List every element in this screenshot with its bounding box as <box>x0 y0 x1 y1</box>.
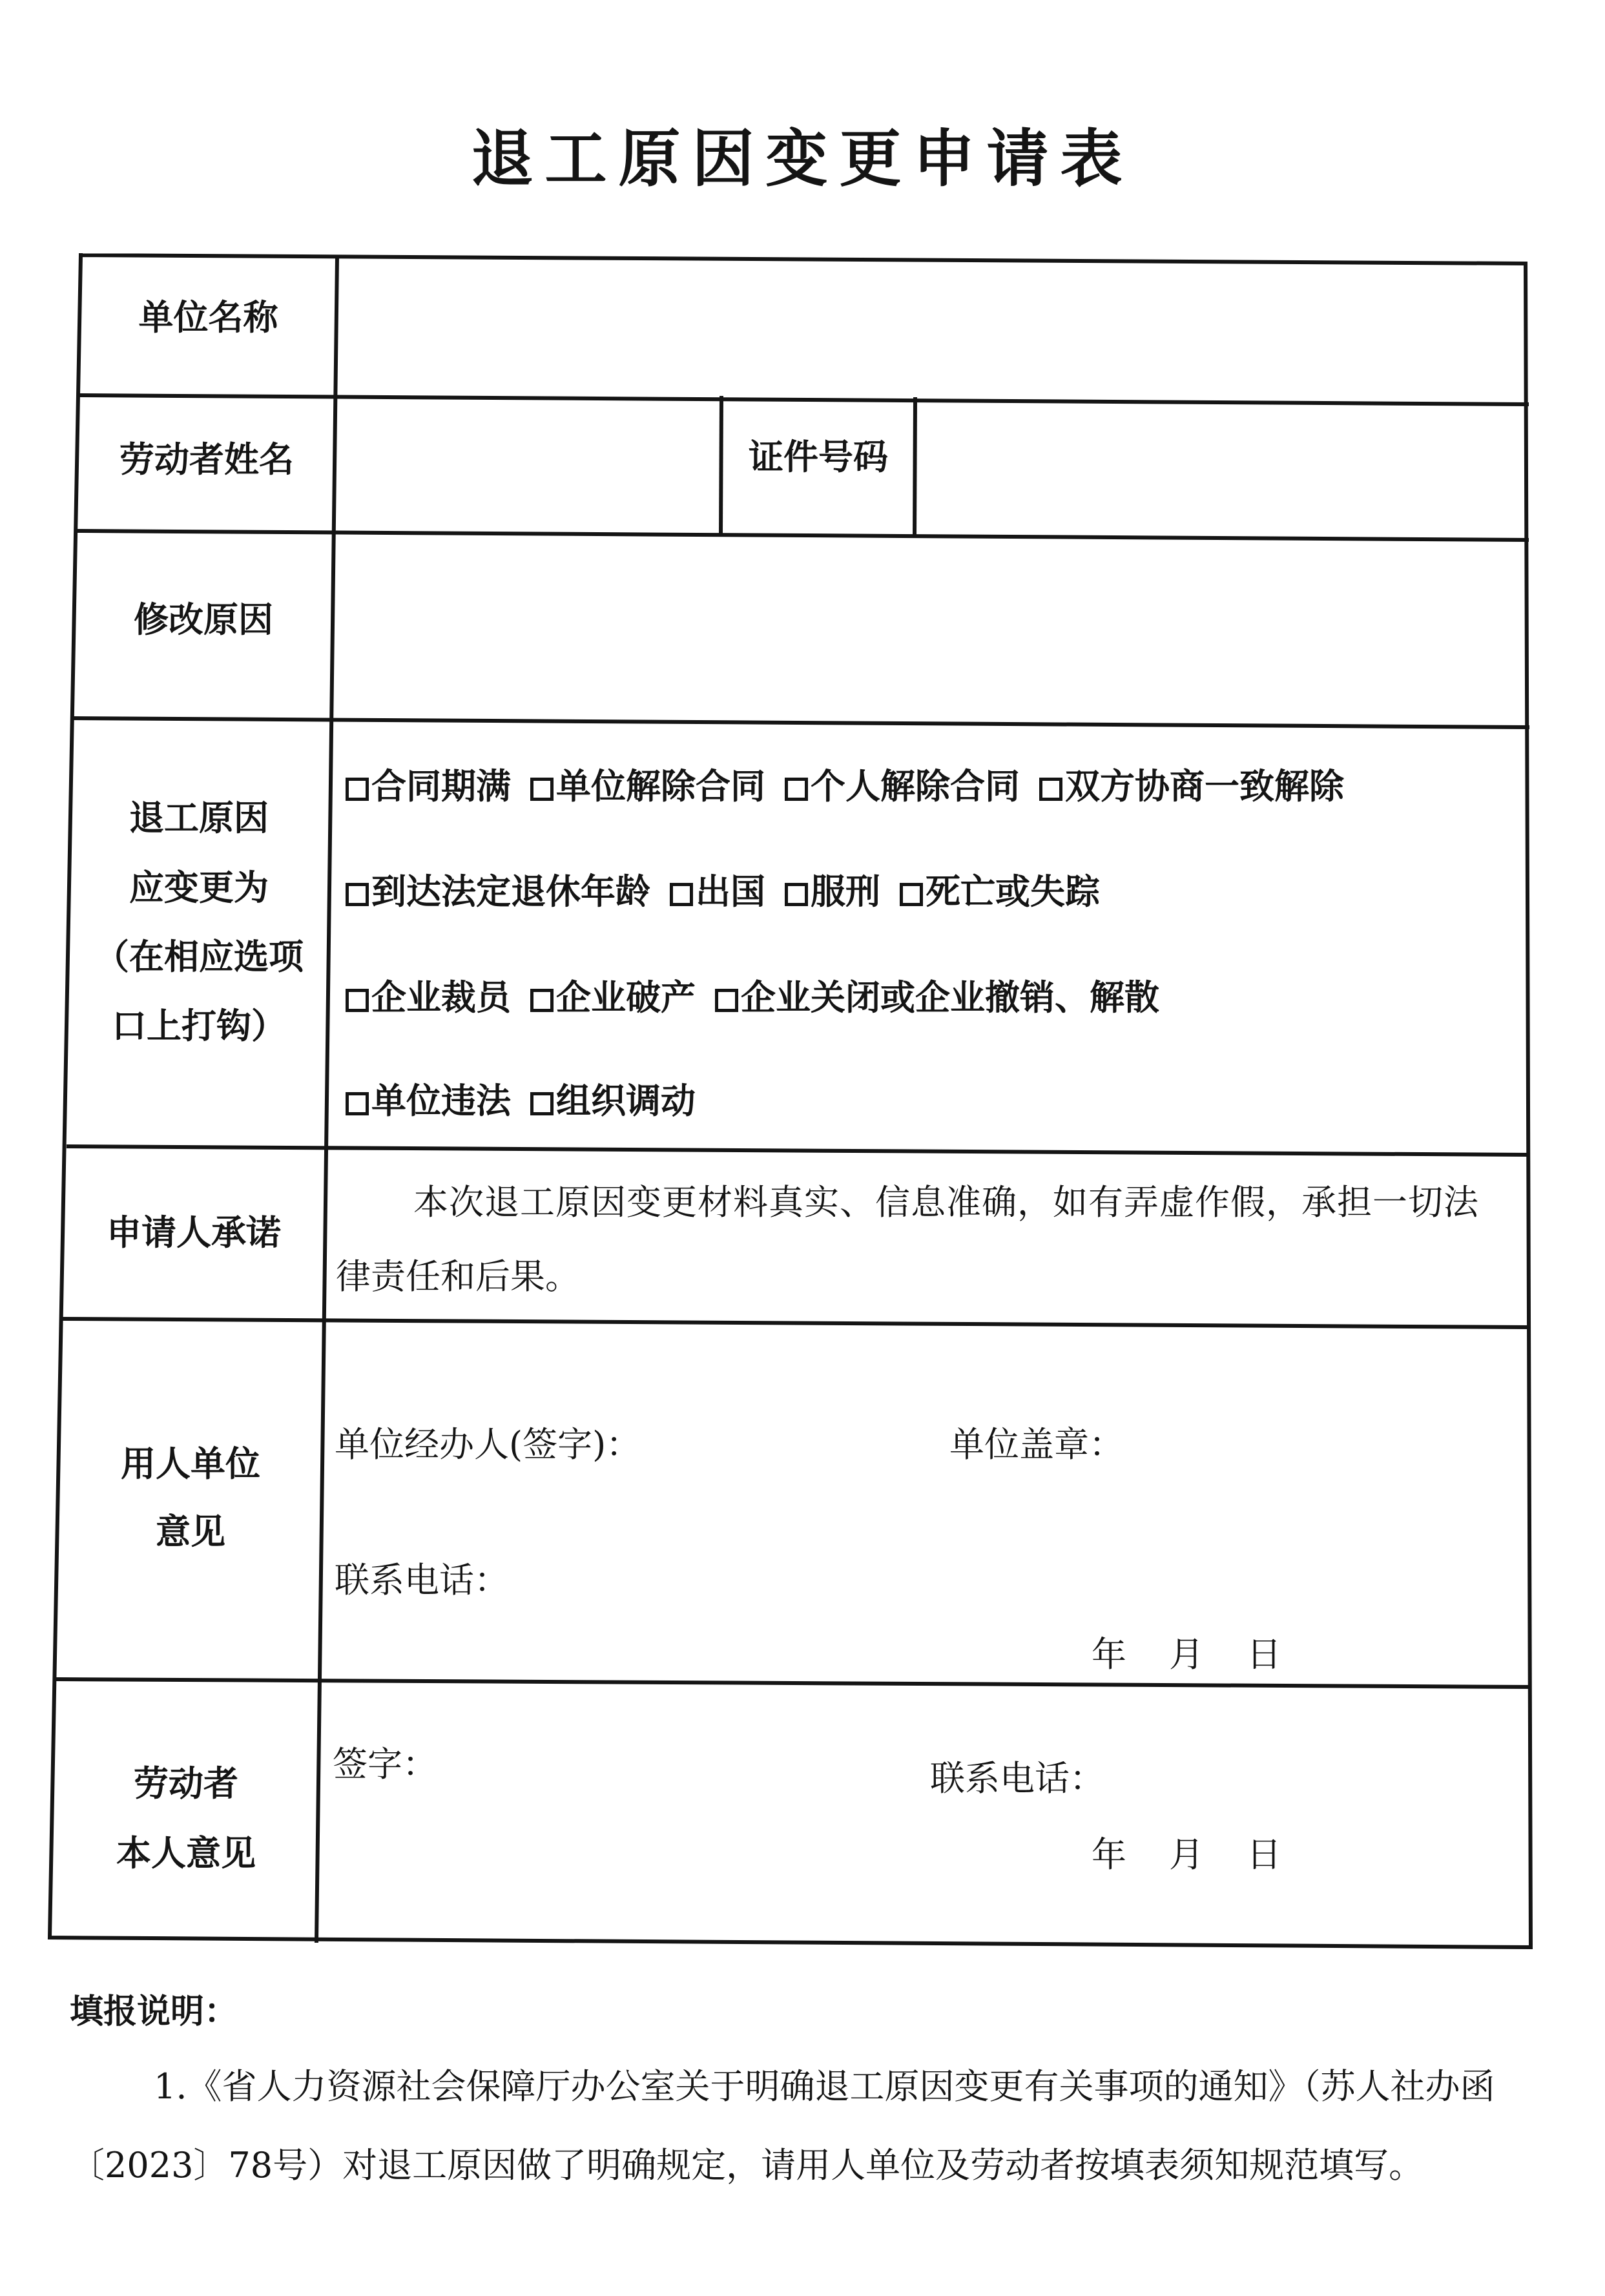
worker-sign-label: 签字： <box>333 1744 437 1784</box>
employer-date: 年 月 日 <box>1092 1634 1285 1675</box>
reason-option[interactable] <box>530 1081 696 1121</box>
label-employer-opinion-2: 意见 <box>156 1511 225 1552</box>
reason-option-label: 合同期满 <box>371 766 511 807</box>
label-new-reason-3: （在相应选项 <box>94 936 304 977</box>
label-modify-reason: 修改原因 <box>134 599 273 640</box>
id-number-field[interactable] <box>918 404 1522 533</box>
reason-option[interactable] <box>530 977 696 1018</box>
pledge-text-line2: 律责任和后果。 <box>336 1256 580 1297</box>
label-pledge: 申请人承诺 <box>107 1212 281 1253</box>
checkbox-icon[interactable] <box>346 1092 369 1115</box>
label-worker-name: 劳动者姓名 <box>119 439 294 480</box>
checkbox-icon[interactable] <box>715 989 738 1012</box>
unit-seal-label: 单位盖章： <box>949 1424 1124 1465</box>
worker-name-field[interactable] <box>339 400 717 530</box>
option-row <box>346 864 1119 914</box>
modify-reason-field[interactable] <box>336 537 1524 718</box>
employer-phone-label: 联系电话： <box>335 1560 509 1600</box>
reason-option[interactable] <box>346 766 511 807</box>
checkbox-icon[interactable] <box>530 1092 554 1115</box>
checkbox-icon[interactable] <box>530 989 554 1012</box>
label-worker-opinion-1: 劳动者 <box>134 1763 238 1804</box>
worker-date: 年 月 日 <box>1092 1834 1285 1875</box>
checkbox-icon[interactable] <box>346 989 369 1012</box>
reason-option[interactable] <box>346 977 511 1018</box>
reason-option[interactable] <box>715 977 1159 1018</box>
checkbox-icon[interactable] <box>346 883 369 906</box>
reason-option-label: 个人解除合同 <box>811 766 1020 807</box>
reason-option[interactable] <box>785 871 880 912</box>
reason-option-label: 企业破产 <box>556 977 696 1018</box>
pledge-text-line1: 本次退工原因变更材料真实、信息准确，如有弄虚作假，承担一切法 <box>413 1182 1479 1223</box>
reason-option-label: 到达法定退休年龄 <box>371 871 650 912</box>
checkbox-icon[interactable] <box>346 778 369 801</box>
label-new-reason-2: 应变更为 <box>129 867 269 908</box>
handler-sign-label: 单位经办人(签字)： <box>335 1424 641 1465</box>
checkbox-icon[interactable] <box>670 883 693 906</box>
option-row <box>346 1073 715 1123</box>
reason-option[interactable] <box>530 766 765 807</box>
reason-option-label: 企业裁员 <box>371 977 511 1018</box>
label-id-number: 证件号码 <box>749 437 888 477</box>
checkbox-icon[interactable] <box>530 778 554 801</box>
unit-name-field[interactable] <box>342 262 1521 394</box>
reason-option-label: 双方协商一致解除 <box>1065 766 1344 807</box>
reason-option-label: 死亡或失踪 <box>926 871 1100 912</box>
checkbox-icon[interactable] <box>1039 778 1062 801</box>
label-new-reason-4: 口上打钩） <box>112 1006 286 1046</box>
reason-option-label: 组织调动 <box>556 1081 696 1121</box>
reason-option-label: 单位违法 <box>371 1081 511 1121</box>
option-row <box>346 970 1179 1020</box>
reason-option-label: 出国 <box>696 871 765 912</box>
checkbox-icon[interactable] <box>785 883 808 906</box>
notes-item-1-text: 1.《省人力资源社会保障厅办公室关于明确退工原因变更有关事项的通知》（苏人社办函〔2023〕78号）对退工原因做了明确规定，请用人单位及劳动者按填表须知规范填写。 <box>70 2066 1495 2186</box>
reason-option[interactable] <box>785 766 1020 807</box>
label-worker-opinion-2: 本人意见 <box>116 1833 256 1874</box>
reason-option[interactable] <box>670 871 765 912</box>
worker-phone-label: 联系电话： <box>930 1758 1104 1799</box>
reason-option-label: 单位解除合同 <box>556 766 765 807</box>
checkbox-icon[interactable] <box>900 883 923 906</box>
label-employer-opinion-1: 用人单位 <box>121 1443 260 1484</box>
label-unit-name: 单位名称 <box>138 297 278 338</box>
notes-item-1 <box>70 2047 1517 2205</box>
option-row <box>346 759 1363 809</box>
reason-option[interactable] <box>346 1081 511 1121</box>
form-title: 退工原因变更申请表 <box>471 123 1134 195</box>
reason-option-label: 企业关闭或企业撤销、解散 <box>741 977 1159 1018</box>
reason-option[interactable] <box>1039 766 1344 807</box>
reason-option[interactable] <box>900 871 1100 912</box>
checkbox-icon[interactable] <box>785 778 808 801</box>
notes-heading: 填报说明： <box>70 1992 238 2031</box>
reason-option[interactable] <box>346 871 650 912</box>
label-new-reason-1: 退工原因 <box>129 798 269 838</box>
reason-option-label: 服刑 <box>811 871 880 912</box>
